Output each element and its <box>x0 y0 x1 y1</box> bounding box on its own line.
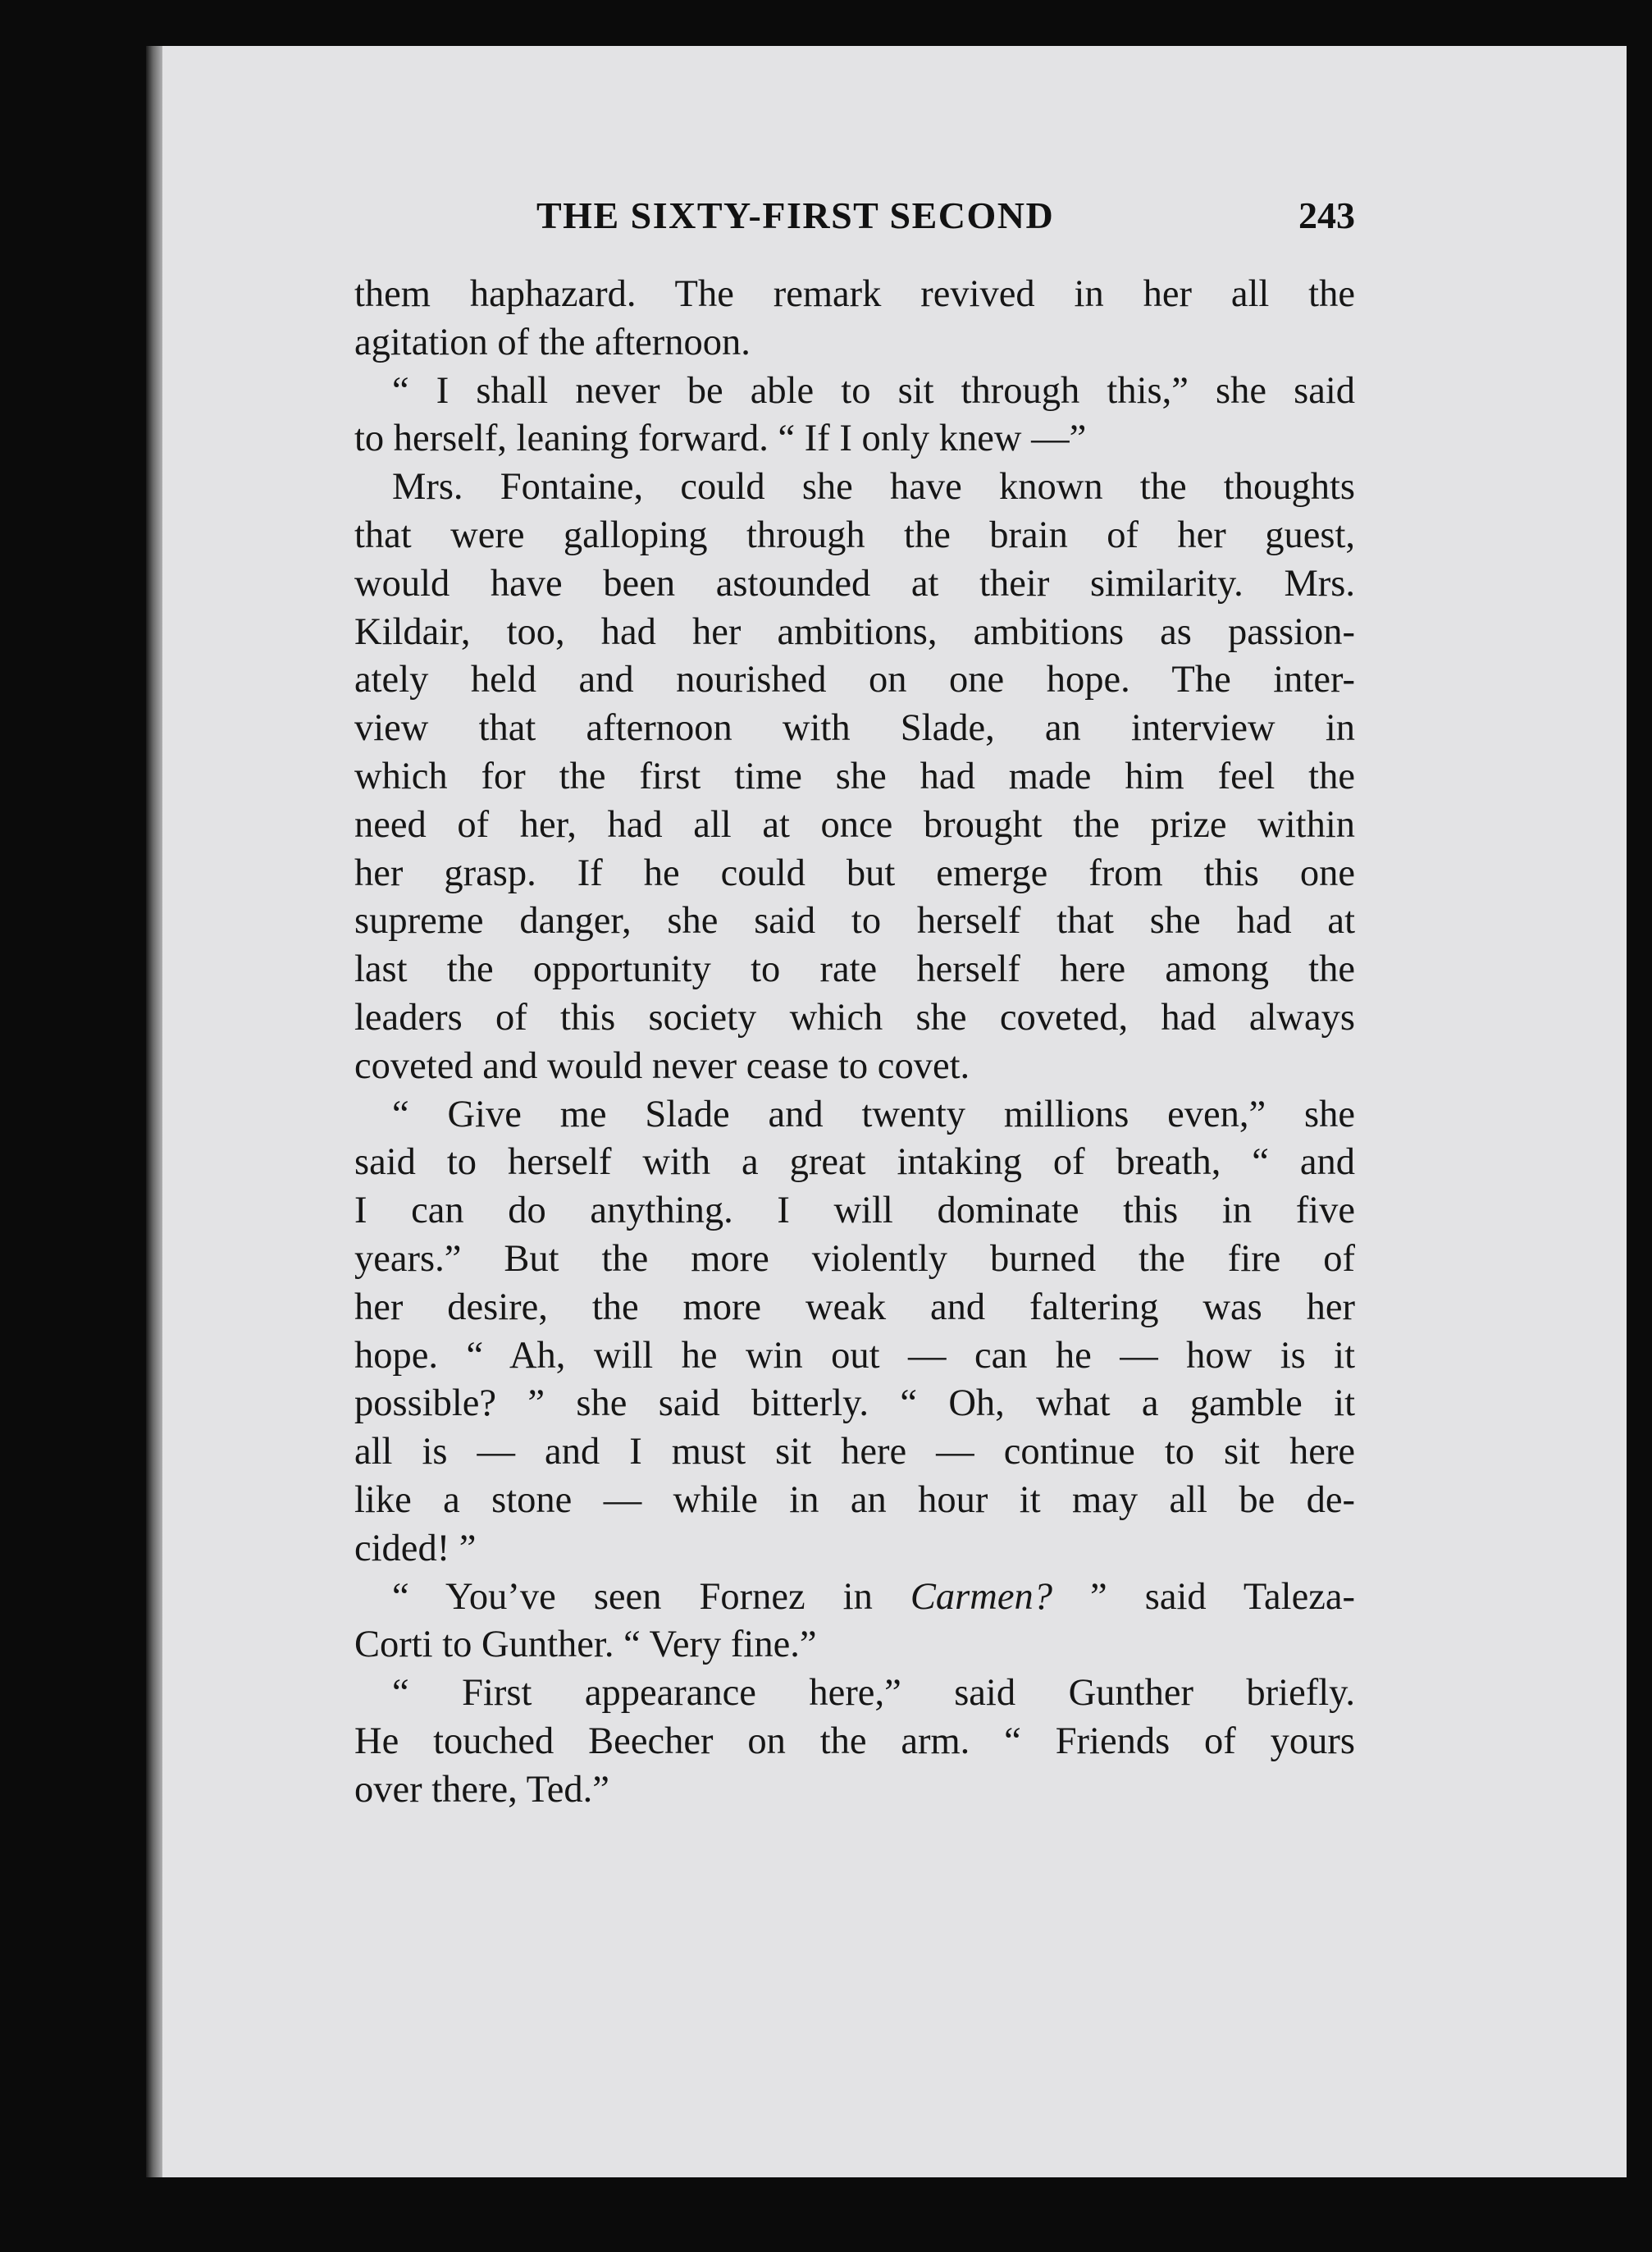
italic-title: Carmen? <box>910 1575 1052 1618</box>
text-line: He touched Beecher on the arm. “ Friends of yours <box>354 1720 1355 1762</box>
text-line: Corti to Gunther. “ Very fine.” <box>354 1624 817 1666</box>
body-text <box>354 271 1355 1815</box>
text-line: to herself, leaning forward. “ If I only knew —” <box>354 418 1087 460</box>
text-line: need of her, had all at once brought the prize within <box>354 803 1355 846</box>
text-line: “ I shall never be able to sit through this,” she said <box>392 369 1355 412</box>
text-line <box>354 1574 1355 1622</box>
text-line: her desire, the more weak and faltering was her <box>354 1286 1355 1328</box>
text-line: leaders of this society which she coveted, had always <box>354 996 1355 1039</box>
text-line: Kildair, too, had her ambitions, ambitions as passion- <box>354 610 1355 653</box>
text-line: over there, Ted.” <box>354 1768 609 1811</box>
text-line: view that afternoon with Slade, an interview in <box>354 707 1355 750</box>
text-segment: “ You’ve seen Fornez in <box>392 1575 910 1618</box>
text-line: I can do anything. I will dominate this in five <box>354 1190 1355 1232</box>
text-line: ately held and nourished on one hope. The inter- <box>354 659 1355 701</box>
running-head: THE SIXTY-FIRST SECOND <box>536 194 1055 236</box>
text-line: coveted and would never cease to covet. <box>354 1044 970 1087</box>
text-line: would have been astounded at their similarity. Mrs. <box>354 562 1355 605</box>
text-line: her grasp. If he could but emerge from this one <box>354 852 1355 894</box>
text-segment: ” said Taleza- <box>1052 1575 1355 1618</box>
text-line: “ First appearance here,” said Gunther briefly. <box>392 1672 1355 1715</box>
page-header <box>354 194 1355 243</box>
text-line: like a stone — while in an hour it may all be de- <box>354 1478 1355 1521</box>
text-line: said to herself with a great intaking of breath, “ and <box>354 1141 1355 1184</box>
text-line: “ Give me Slade and twenty millions even,” she <box>392 1093 1355 1135</box>
text-line: years.” But the more violently burned the fire of <box>354 1237 1355 1280</box>
text-line: that were galloping through the brain of her guest, <box>354 514 1355 556</box>
text-line: last the opportunity to rate herself here among the <box>354 948 1355 991</box>
text-line: supreme danger, she said to herself that she had at <box>354 900 1355 943</box>
text-line: Mrs. Fontaine, could she have known the thoughts <box>392 466 1355 509</box>
text-line: agitation of the afternoon. <box>354 321 751 363</box>
book-gutter <box>146 46 164 2177</box>
text-line: them haphazard. The remark revived in her all the <box>354 273 1355 315</box>
text-line: hope. “ Ah, will he win out — can he — how is it <box>354 1334 1355 1377</box>
text-line: all is — and I must sit here — continue to sit here <box>354 1431 1355 1473</box>
text-line: cided! ” <box>354 1527 477 1569</box>
text-line: which for the first time she had made him feel the <box>354 755 1355 797</box>
page-number: 243 <box>1298 194 1355 236</box>
text-line: possible? ” she said bitterly. “ Oh, what a gamble it <box>354 1382 1355 1425</box>
